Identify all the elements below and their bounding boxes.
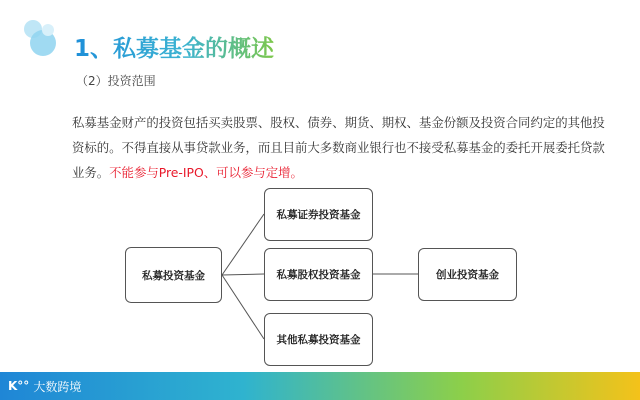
highlight-text: 不能参与Pre-IPO、可以参与定增。 xyxy=(109,165,303,180)
decor-circle-tiny xyxy=(42,24,54,36)
diagram-branch-other: 其他私募投资基金 xyxy=(264,313,373,366)
connector-root-equity xyxy=(222,274,264,275)
diagram-related-vc: 创业投资基金 xyxy=(418,248,517,301)
body-text: 私募基金财产的投资包括买卖股票、股权、债券、期货、期权、基金份额及投资合同约定的其他投资标的。不得直接从事贷款业务，而且目前大多数商业银行也不接受私募基金的委托开展委托贷款业务。 xyxy=(72,115,605,180)
diagram-root-box: 私募投资基金 xyxy=(125,247,222,303)
brand-logo-icon: K°° xyxy=(8,379,30,393)
connector-root-other xyxy=(222,275,264,339)
footer-bar xyxy=(0,372,640,400)
page-title: 1、私募基金的概述 xyxy=(74,30,274,63)
diagram-branch-equity: 私募股权投资基金 xyxy=(264,248,373,301)
section-subtitle: （2）投资范围 xyxy=(76,74,156,88)
body-paragraph xyxy=(72,110,612,185)
brand-name: 大数跨境 xyxy=(33,379,82,394)
connector-root-securities xyxy=(222,214,264,275)
diagram-branch-securities: 私募证券投资基金 xyxy=(264,188,373,241)
